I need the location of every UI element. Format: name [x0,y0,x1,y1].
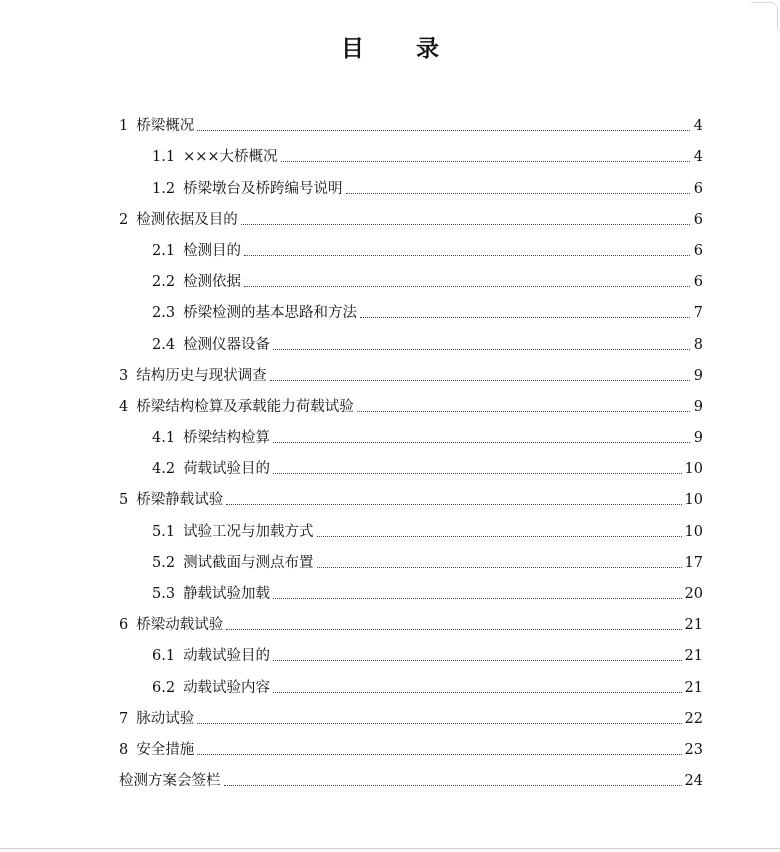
toc-entry[interactable] [119,634,703,665]
toc-dot-leader [273,472,681,474]
toc-entry-number: 1 [119,118,129,135]
toc-entry-page-number: 20 [684,586,703,602]
toc-entry-page-number: 9 [693,398,703,415]
toc-entry-page-number: 23 [684,741,703,758]
toc-entry-page-number: 21 [684,648,703,665]
toc-dot-leader [317,535,682,537]
toc-entry[interactable] [119,135,703,166]
toc-entry-title: 桥梁概况 [136,118,195,135]
toc-entry[interactable] [119,478,703,509]
toc-entry-title: 桥梁墩台及桥跨编号说明 [183,180,343,197]
toc-entry-title: 检测依据 [183,274,242,291]
toc-dot-leader [241,223,690,225]
toc-entry[interactable] [119,541,703,572]
toc-entry-title: 桥梁结构检算 [183,430,271,447]
toc-entry-title: 桥梁静载试验 [136,492,224,509]
toc-entry-number: 5 [119,492,129,509]
toc-dot-leader [273,691,681,693]
toc-entry-number: 7 [119,710,129,727]
toc-entry-page-number: 6 [693,274,703,291]
toc-entry[interactable] [119,260,703,291]
toc-entry-title: 检测仪器设备 [183,336,271,353]
toc-entry-number: 2.3 [152,305,176,322]
page-title: 目 录 [340,35,461,62]
toc-entry-number: 2.2 [152,274,176,291]
toc-dot-leader [244,285,690,287]
toc-entry-title: 检测依据及目的 [136,211,238,228]
toc-entry[interactable] [119,447,703,478]
toc-dot-leader [346,192,690,194]
toc-entry-number: 5.2 [152,554,176,571]
toc-entry[interactable] [119,166,703,197]
toc-entry[interactable] [119,385,703,416]
toc-entry-page-number: 8 [693,336,703,353]
page-bottom-divider [0,848,780,849]
toc-entry-page-number: 21 [684,617,703,634]
toc-dot-leader [224,784,682,786]
toc-entry[interactable] [119,291,703,322]
page-corner-mark [751,2,778,29]
toc-entry-title: 试验工况与加载方式 [183,523,314,540]
toc-entry[interactable] [119,572,703,603]
toc-entry[interactable] [119,416,703,447]
toc-dot-leader [273,659,681,661]
toc-entry-number: 4.2 [152,461,176,478]
toc-entry-page-number: 10 [684,492,703,509]
toc-entry[interactable] [119,322,703,353]
toc-entry-title: 脉动试验 [136,710,195,727]
toc-entry[interactable] [119,354,703,385]
toc-entry-title: 检测方案会签栏 [119,773,221,790]
toc-entry-title: 荷载试验目的 [183,461,271,478]
toc-entry-number: 2.4 [152,336,176,353]
toc-entry-number: 2 [119,211,129,228]
toc-entry[interactable] [119,697,703,728]
toc-entry[interactable] [119,759,703,790]
toc-dot-leader [244,254,690,256]
toc-entry-number: 5.1 [152,523,176,540]
toc-entry[interactable] [119,728,703,759]
toc-entry[interactable] [119,665,703,696]
toc-entry-title: 动载试验内容 [183,679,271,696]
toc-entry-title: 结构历史与现状调查 [136,367,267,384]
toc-entry-title: 桥梁动载试验 [136,617,224,634]
toc-entry-number: 1.1 [152,149,176,166]
toc-dot-leader [226,628,681,630]
toc-dot-leader [273,597,681,599]
toc-entry-title: 动载试验目的 [183,648,271,665]
toc-entry-page-number: 9 [693,430,703,447]
toc-entry-number: 6.1 [152,648,176,665]
toc-entry-page-number: 22 [684,710,703,727]
toc-entry-number: 4.1 [152,430,176,447]
toc-entry[interactable] [119,198,703,229]
toc-entry-page-number: 21 [684,679,703,696]
toc-entry-page-number: 24 [684,773,703,790]
toc-dot-leader [273,348,690,350]
toc-entry-number: 8 [119,741,129,758]
toc-entry-number: 1.2 [152,180,176,197]
toc-entry-title: 桥梁结构检算及承载能力荷载试验 [136,398,354,415]
toc-entry-page-number: 6 [693,211,703,228]
toc-entry-number: 3 [119,367,129,384]
toc-entry-number: 5.3 [152,586,176,602]
toc-dot-leader [197,129,690,131]
toc-entry-title: ×××大桥概况 [183,149,278,166]
toc-entry-number: 2.1 [152,242,176,259]
toc-entry-number: 6 [119,617,129,634]
toc-dot-leader [226,503,681,505]
toc-entry-title: 桥梁检测的基本思路和方法 [183,305,358,322]
toc-entry[interactable] [119,603,703,634]
toc-entry-title: 静载试验加载 [183,586,271,602]
toc-entry[interactable] [119,104,703,135]
toc-entry-page-number: 6 [693,242,703,259]
toc-entry-page-number: 10 [684,523,703,540]
toc-dot-leader [197,753,681,755]
toc-entry-number: 6.2 [152,679,176,696]
toc-entry-page-number: 17 [684,554,703,571]
toc-entry-title: 安全措施 [136,741,195,758]
toc-entry-page-number: 4 [693,149,703,166]
toc-entry-page-number: 10 [684,461,703,478]
toc-dot-leader [281,160,690,162]
toc-entry-page-number: 6 [693,180,703,197]
toc-dot-leader [197,722,681,724]
toc-dot-leader [273,441,690,443]
toc-entry-page-number: 4 [693,118,703,135]
toc-entry[interactable] [119,509,703,540]
toc-dot-leader [270,379,690,381]
table-of-contents [119,104,703,790]
toc-entry-title: 检测目的 [183,242,242,259]
toc-entry-page-number: 9 [693,367,703,384]
toc-entry-number: 4 [119,398,129,415]
toc-entry[interactable] [119,229,703,260]
toc-entry-page-number: 7 [693,305,703,322]
toc-dot-leader [317,566,682,568]
toc-entry-title: 测试截面与测点布置 [183,554,314,571]
toc-dot-leader [360,316,690,318]
toc-dot-leader [357,410,690,412]
